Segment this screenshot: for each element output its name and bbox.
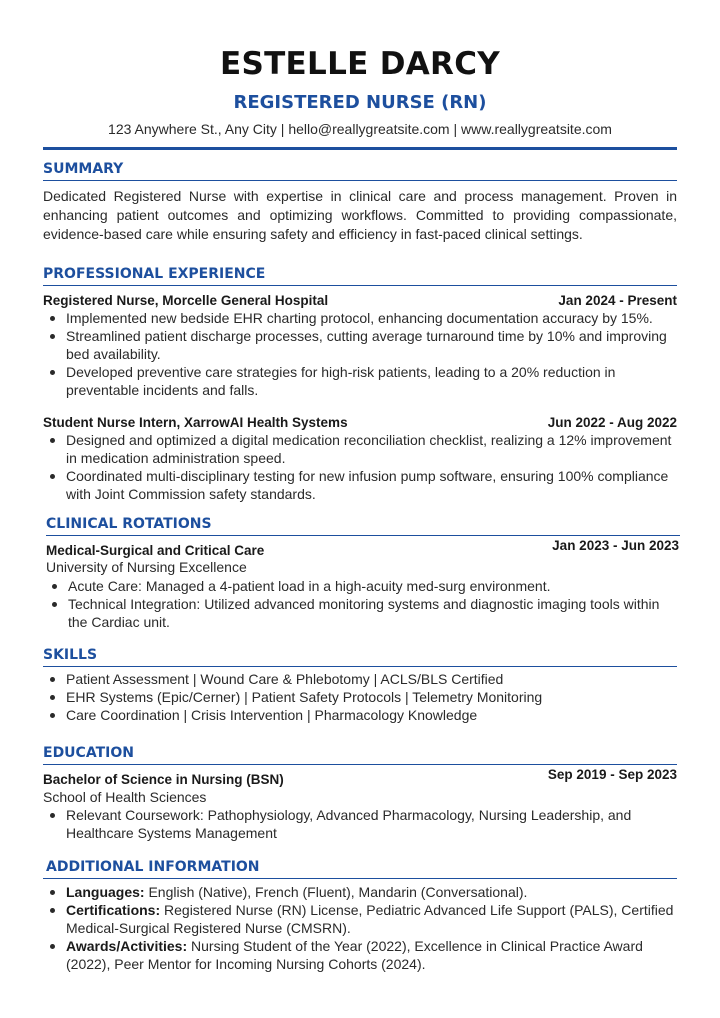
list-item: Care Coordination | Crisis Intervention | Pharmacology Knowledge [44, 706, 678, 724]
languages-label: Languages: [66, 884, 145, 900]
education-school: School of Health Sciences [43, 789, 207, 805]
list-item: Designed and optimized a digital medication reconciliation checklist, realizing a 12% improvement in medication administration speed. [44, 431, 678, 467]
experience-heading: PROFESSIONAL EXPERIENCE [43, 266, 266, 282]
rotation-school: University of Nursing Excellence [46, 559, 247, 575]
awards-label: Awards/Activities: [66, 938, 188, 954]
list-item [44, 937, 678, 973]
list-item: Patient Assessment | Wound Care & Phlebotomy | ACLS/BLS Certified [44, 670, 678, 688]
list-item: Acute Care: Managed a 4-patient load in a high-acuity med-surg environment. [46, 577, 678, 595]
certifications-label: Certifications: [66, 902, 161, 918]
additional-divider [43, 878, 677, 879]
candidate-role: REGISTERED NURSE (RN) [233, 92, 487, 113]
list-item: Coordinated multi-disciplinary testing for new infusion pump software, ensuring 100% compliance with Joint Commission safety standards. [44, 467, 678, 503]
rotation-title: Medical-Surgical and Critical Care [46, 543, 265, 558]
degree-title: Bachelor of Science in Nursing (BSN) [43, 772, 284, 787]
list-item: Implemented new bedside EHR charting protocol, enhancing documentation accuracy by 15%. [44, 309, 678, 327]
certifications-text: Registered Nurse (RN) License, Pediatric Advanced Life Support (PALS), Certified Medical-Surgical Registered Nurse (CMSRN). [66, 902, 674, 936]
contact-line: 123 Anywhere St., Any City | hello@reallygreatsite.com | www.reallygreatsite.com [108, 121, 612, 137]
skills-bullets [44, 670, 678, 724]
job-title: Student Nurse Intern, XarrowAI Health Systems [43, 415, 348, 430]
skills-divider [43, 666, 677, 667]
list-item: Relevant Coursework: Pathophysiology, Advanced Pharmacology, Nursing Leadership, and Healthcare Systems Management [44, 806, 678, 842]
job-date: Jan 2024 - Present [558, 293, 677, 308]
list-item: Developed preventive care strategies for high-risk patients, leading to a 20% reduction in preventable incidents and falls. [44, 363, 678, 399]
job-title: Registered Nurse, Morcelle General Hospital [43, 293, 329, 308]
education-heading: EDUCATION [43, 745, 134, 761]
awards-text: Nursing Student of the Year (2022), Excellence in Clinical Practice Award (2022), Peer Mentor for Incoming Nursing Cohorts (2024). [66, 938, 643, 972]
degree-date: Sep 2019 - Sep 2023 [547, 767, 677, 782]
header-divider [43, 147, 677, 150]
additional-heading: ADDITIONAL INFORMATION [46, 859, 260, 875]
education-bullets [44, 806, 678, 842]
job-bullets [44, 431, 678, 503]
list-item [44, 901, 678, 937]
job-bullets [44, 309, 678, 399]
summary-heading: SUMMARY [43, 161, 124, 177]
list-item: Streamlined patient discharge processes, cutting average turnaround time by 10% and improving bed availability. [44, 327, 678, 363]
experience-divider [43, 285, 677, 286]
list-item: Technical Integration: Utilized advanced monitoring systems and diagnostic imaging tools within the Cardiac unit. [46, 595, 678, 631]
summary-divider [43, 180, 677, 181]
rotation-bullets [46, 577, 678, 631]
job-date: Jun 2022 - Aug 2022 [547, 415, 677, 430]
list-item [44, 883, 678, 901]
candidate-name: ESTELLE DARCY [220, 46, 500, 82]
summary-text: Dedicated Registered Nurse with expertise in clinical care and process management. Proven in enhancing patient outcomes and optimizing workflows. Committed to providing compassionate, evidence-based care while ensuring safety and efficiency in fast-paced clinical settings. [43, 188, 677, 242]
additional-bullets [44, 883, 678, 973]
rotation-date: Jan 2023 - Jun 2023 [552, 538, 679, 553]
languages-text: English (Native), French (Fluent), Mandarin (Conversational). [144, 884, 528, 900]
list-item: EHR Systems (Epic/Cerner) | Patient Safety Protocols | Telemetry Monitoring [44, 688, 678, 706]
skills-heading: SKILLS [43, 647, 98, 663]
rotations-heading: CLINICAL ROTATIONS [46, 516, 212, 532]
